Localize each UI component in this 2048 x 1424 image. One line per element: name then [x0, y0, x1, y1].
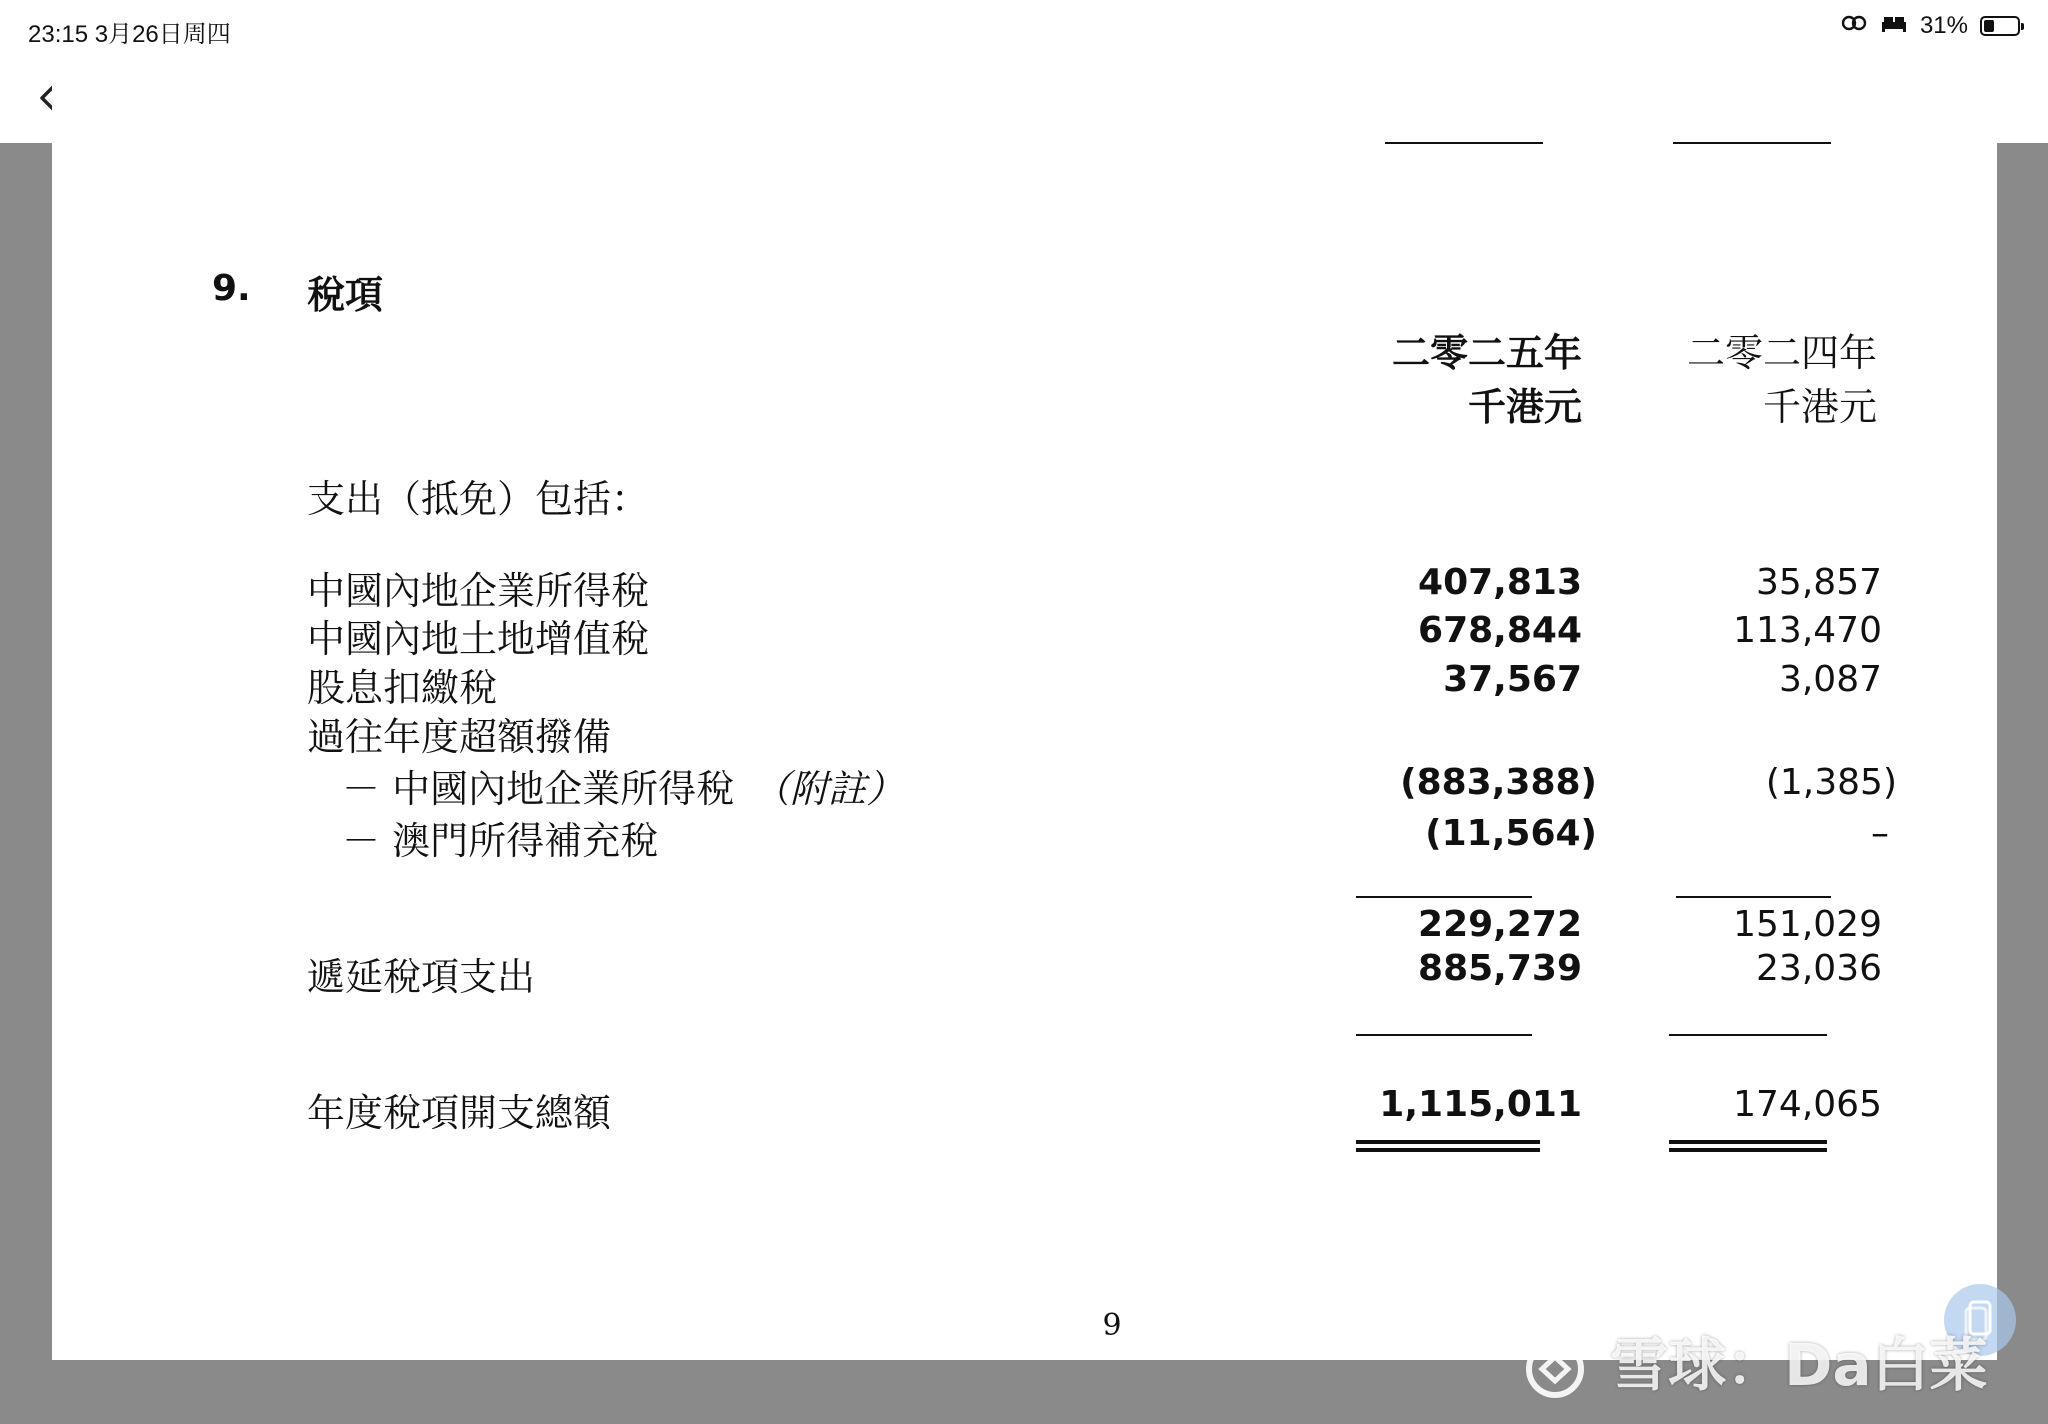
battery-icon: [1980, 16, 2020, 36]
col-2024-unit: 千港元: [1762, 385, 1877, 429]
subtotal-2024: 151,029: [1733, 904, 1882, 945]
row-value-2024: 3,087: [1778, 659, 1882, 700]
row-label: 股息扣繳稅: [307, 666, 498, 710]
section-number: 9.: [212, 268, 251, 309]
bed-icon: [1880, 12, 1908, 40]
status-indicators: [1840, 12, 2020, 40]
row-value-2025: (11,564): [1425, 813, 1597, 854]
row-label: 過往年度超額撥備: [307, 715, 612, 759]
link-icon: [1840, 12, 1868, 40]
total-double-rule-2025: [1356, 1140, 1540, 1152]
row-value-2025: (883,388): [1400, 762, 1597, 803]
page-number: 9: [1102, 1308, 1122, 1343]
row-note: （附註）: [752, 767, 905, 811]
row-value-2024: –: [1871, 813, 1889, 854]
row-value-2025: 678,844: [1418, 610, 1582, 651]
status-time-date: 23:15 3月26日周四: [28, 21, 231, 48]
row-label: 中國內地土地增值稅: [307, 617, 650, 661]
total-rule-2024: [1669, 1034, 1827, 1036]
row-value-2024: 35,857: [1756, 562, 1882, 603]
watermark: [1520, 1318, 1988, 1402]
document-page: [52, 58, 1997, 1360]
subtotal-rule-2025: [1356, 896, 1532, 898]
total-2025: 1,115,011: [1379, 1084, 1582, 1125]
row-label: － 中國內地企業所得稅: [342, 767, 735, 811]
row-label: － 澳門所得補充稅: [342, 819, 659, 863]
row-value-2024: 113,470: [1733, 610, 1882, 651]
deferred-2025: 885,739: [1418, 948, 1582, 989]
viewer-margin-left: [0, 143, 52, 1424]
deferred-label: 遞延稅項支出: [307, 955, 536, 999]
watermark-text: 雪球：Da白菜: [1610, 1331, 1988, 1399]
col-2025-unit: 千港元: [1467, 384, 1582, 429]
deferred-2024: 23,036: [1756, 948, 1882, 989]
subtotal-rule-2024: [1676, 896, 1831, 898]
total-2024: 174,065: [1733, 1084, 1882, 1125]
viewer-margin-right: [1997, 143, 2048, 1424]
snowball-logo-icon: [1520, 1339, 1590, 1399]
battery-level: [1984, 20, 1994, 32]
battery-percent: 31%: [1919, 12, 1968, 39]
col-2024-year: 二零二四年: [1686, 331, 1877, 375]
subtotal-2025: 229,272: [1418, 904, 1582, 945]
total-label: 年度稅項開支總額: [307, 1091, 612, 1135]
total-double-rule-2024: [1669, 1140, 1827, 1152]
row-label: 中國內地企業所得稅: [307, 569, 650, 613]
row-value-2024: (1,385): [1765, 762, 1897, 803]
row-value-2025: 407,813: [1418, 562, 1582, 603]
intro-text: 支出（抵免）包括：: [307, 477, 650, 521]
status-bar: [0, 0, 2048, 58]
total-rule-2025: [1356, 1034, 1532, 1036]
col-2025-year: 二零二五年: [1391, 330, 1582, 375]
rule-top-2: [1673, 142, 1831, 144]
rule-top-1: [1385, 142, 1543, 144]
row-value-2025: 37,567: [1443, 659, 1582, 700]
section-title: 稅項: [307, 272, 384, 317]
